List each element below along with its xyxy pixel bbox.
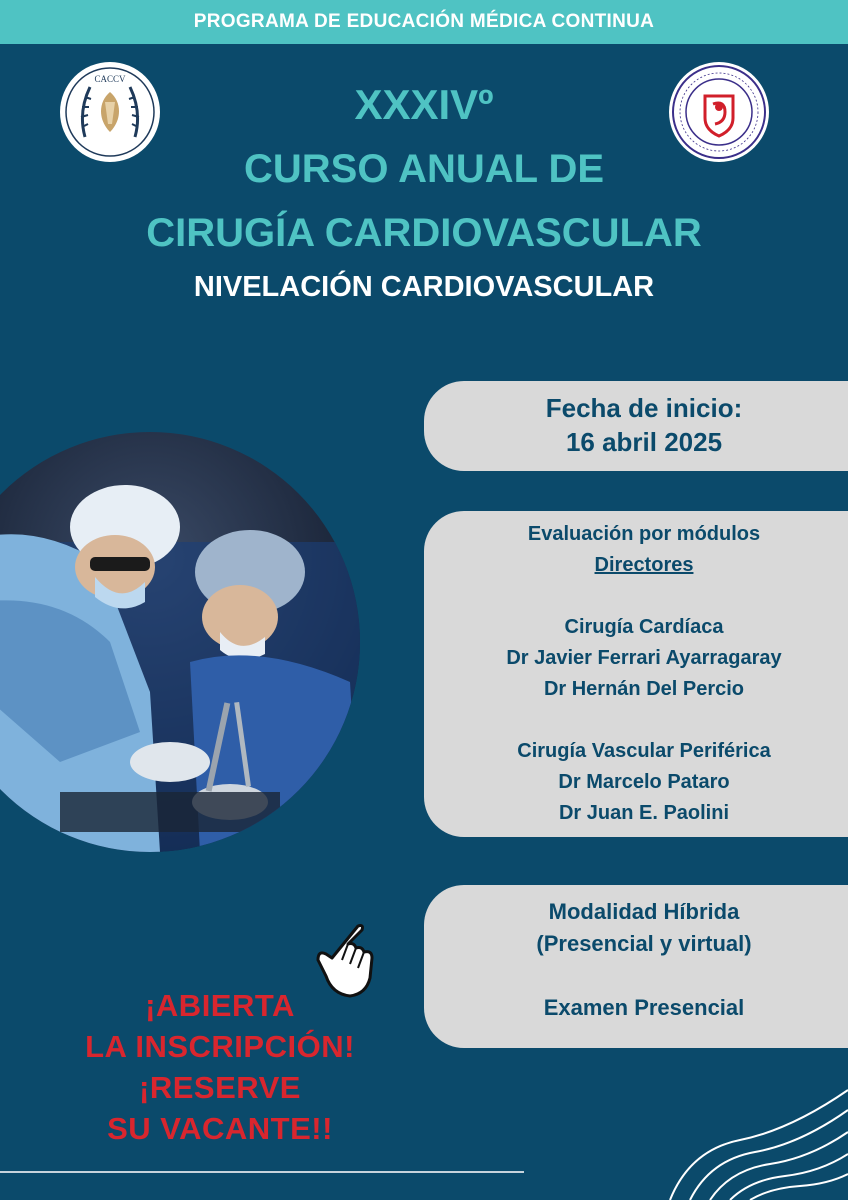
cta-line-2: LA INSCRIPCIÓN! <box>85 1029 355 1064</box>
cardiac-surgery-title: Cirugía Cardíaca <box>564 616 724 638</box>
vascular-surgery-title: Cirugía Vascular Periférica <box>517 740 771 762</box>
modality-detail: (Presencial y virtual) <box>536 931 752 956</box>
registration-call-to-action <box>40 985 400 1149</box>
cta-line-1: ¡ABIERTA <box>145 988 295 1023</box>
surgeons-photo <box>0 432 360 852</box>
footer-divider <box>0 1171 524 1173</box>
course-subtitle: NIVELACIÓN CARDIOVASCULAR <box>193 271 655 303</box>
start-date-value: 16 abril 2025 <box>565 427 723 457</box>
course-title-line1: CURSO ANUAL DE <box>243 147 605 191</box>
wave-lines-icon <box>660 1080 848 1200</box>
svg-text:CACCV: CACCV <box>94 74 126 84</box>
start-date-label: Fecha de inicio: <box>545 393 743 423</box>
modality-type: Modalidad Híbrida <box>548 899 740 924</box>
vascular-director-1: Dr Marcelo Pataro <box>558 771 730 793</box>
course-title-line2: CIRUGÍA CARDIOVASCULAR <box>146 211 702 255</box>
start-date-card <box>424 381 848 471</box>
cardiac-director-2: Dr Hernán Del Percio <box>543 678 745 700</box>
vascular-director-2: Dr Juan E. Paolini <box>558 802 730 824</box>
cta-line-4: SU VACANTE!! <box>107 1111 333 1146</box>
cardiac-director-1: Dr Javier Ferrari Ayarragaray <box>506 647 782 669</box>
directors-card <box>424 511 848 837</box>
edition-number: XXXIVº <box>354 81 494 128</box>
exam-type: Examen Presencial <box>543 995 745 1020</box>
modality-card <box>424 885 848 1048</box>
program-banner <box>0 0 848 44</box>
directors-heading: Directores <box>594 554 694 576</box>
cta-line-3: ¡RESERVE <box>139 1070 301 1105</box>
evaluation-text: Evaluación por módulos <box>527 523 761 545</box>
program-banner-text: PROGRAMA DE EDUCACIÓN MÉDICA CONTINUA <box>193 11 655 32</box>
